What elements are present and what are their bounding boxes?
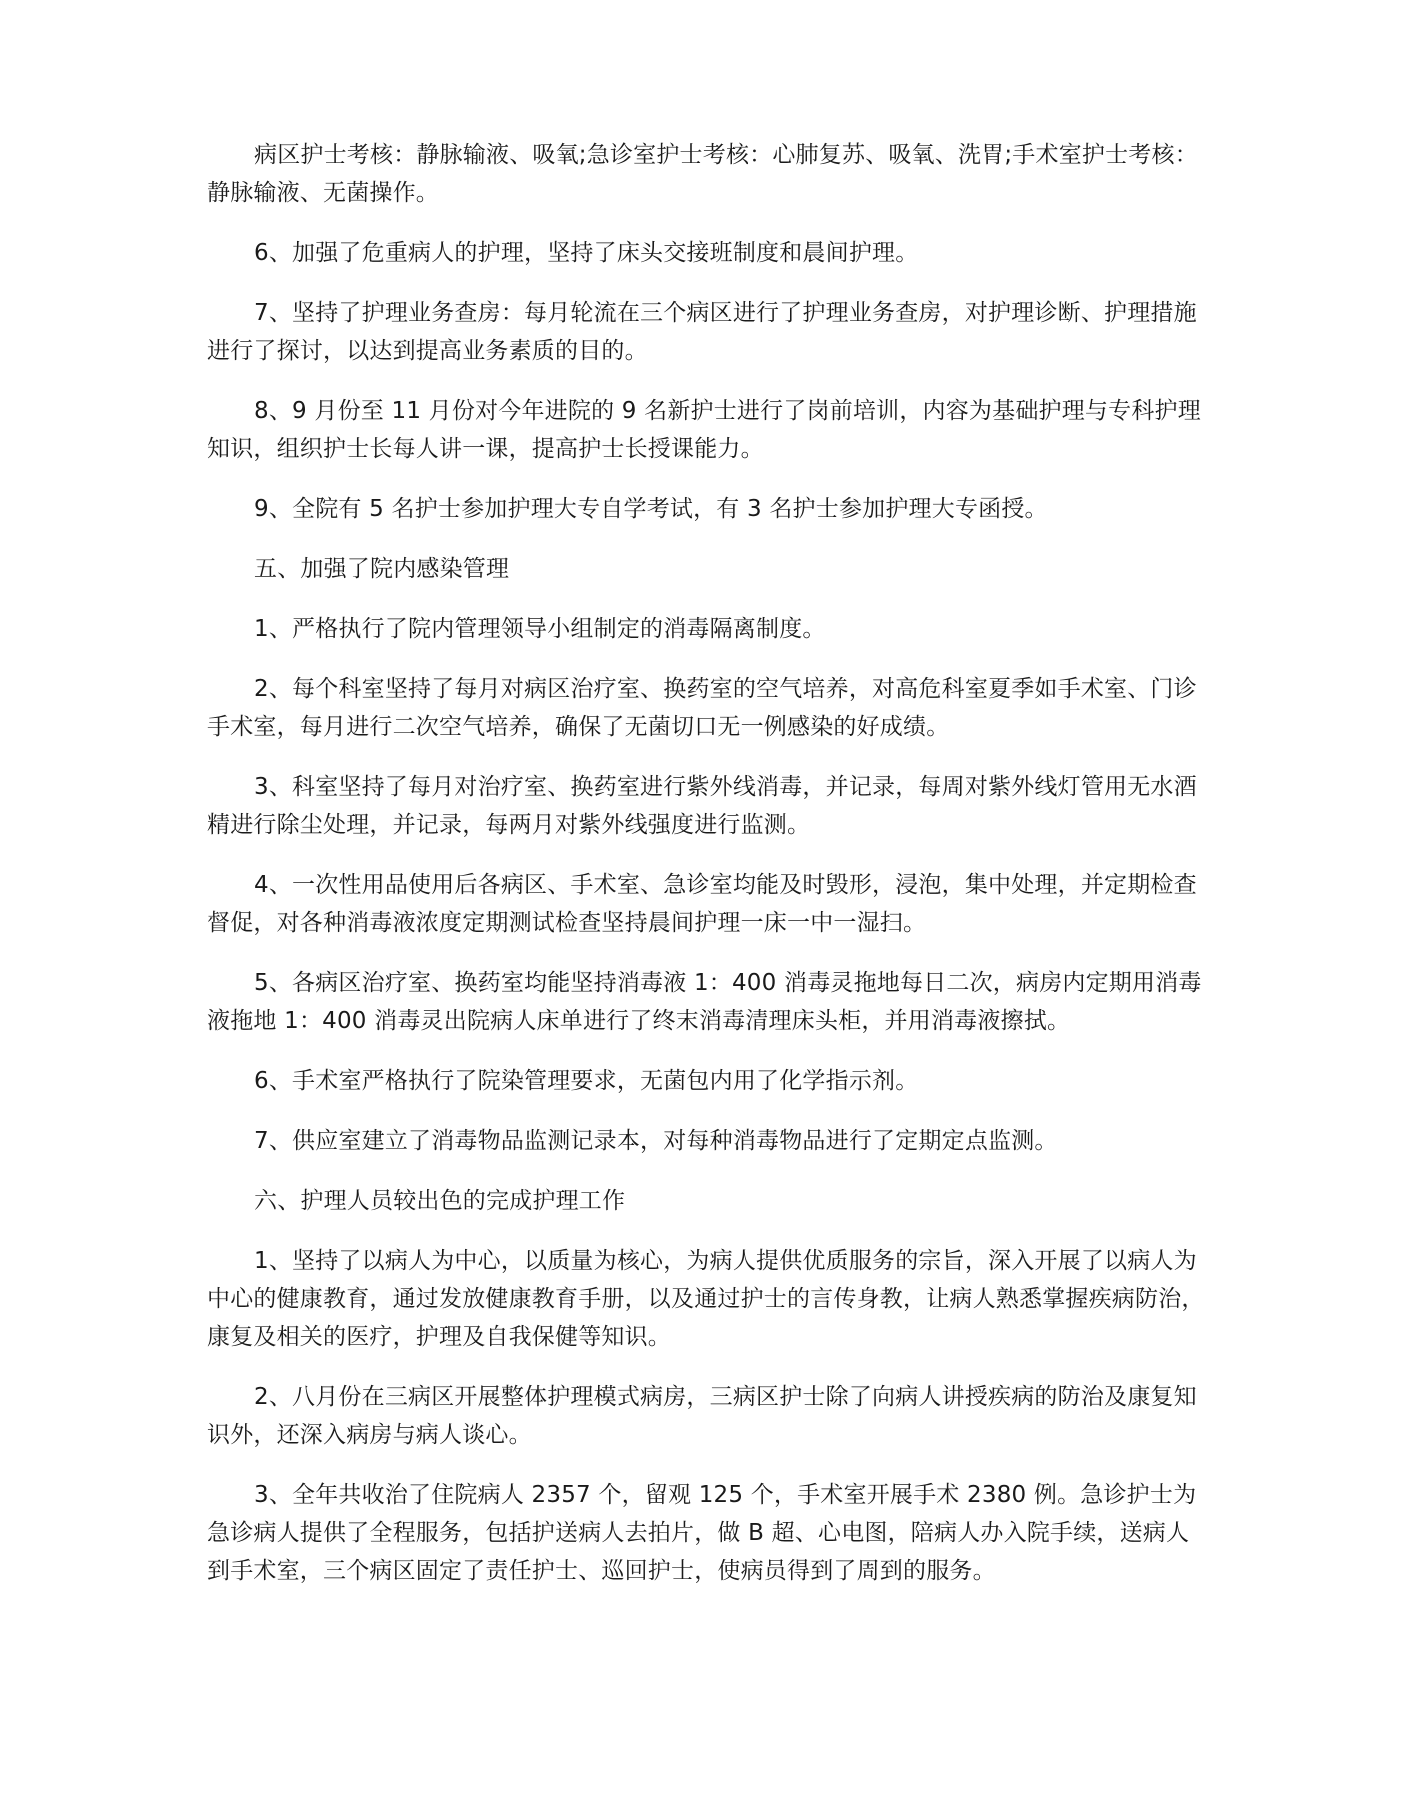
paragraph-item-8-training: 8、9 月份至 11 月份对今年进院的 9 名新护士进行了岗前培训，内容为基础护理与专科护理知识，组织护士长每人讲一课，提高护士长授课能力。 bbox=[207, 398, 1201, 462]
paragraph-nursing-item-1: 1、坚持了以病人为中心，以质量为核心，为病人提供优质服务的宗旨，深入开展了以病人为中心的健康教育，通过发放健康教育手册，以及通过护士的言传身教，让病人熟悉掌握疾病防治，康复及相关的医疗，护理及自我保健等知识。 bbox=[207, 1248, 1205, 1350]
section-heading-nursing-work: 六、护理人员较出色的完成护理工作 bbox=[254, 1188, 626, 1214]
paragraph-infection-item-5: 5、各病区治疗室、换药室均能坚持消毒液 1：400 消毒灵拖地每日二次，病房内定期用消毒液拖地 1：400 消毒灵出院病人床单进行了终末消毒清理床头柜，并用消毒液擦拭。 bbox=[207, 970, 1202, 1034]
paragraph-item-6-critical-care: 6、加强了危重病人的护理，坚持了床头交接班制度和晨间护理。 bbox=[254, 240, 919, 266]
paragraph-exam-content: 病区护士考核：静脉输液、吸氧;急诊室护士考核：心肺复苏、吸氧、洗胃;手术室护士考核：静脉输液、无菌操作。 bbox=[207, 142, 1198, 206]
paragraph-infection-item-7: 7、供应室建立了消毒物品监测记录本，对每种消毒物品进行了定期定点监测。 bbox=[254, 1128, 1058, 1154]
section-heading-infection-control: 五、加强了院内感染管理 bbox=[254, 556, 510, 582]
paragraph-item-9-exams: 9、全院有 5 名护士参加护理大专自学考试，有 3 名护士参加护理大专函授。 bbox=[254, 496, 1048, 522]
paragraph-infection-item-1: 1、严格执行了院内管理领导小组制定的消毒隔离制度。 bbox=[254, 616, 826, 642]
paragraph-infection-item-3: 3、科室坚持了每月对治疗室、换药室进行紫外线消毒，并记录，每周对紫外线灯管用无水酒精进行除尘处理，并记录，每两月对紫外线强度进行监测。 bbox=[207, 774, 1197, 838]
paragraph-infection-item-4: 4、一次性用品使用后各病区、手术室、急诊室均能及时毁形，浸泡，集中处理，并定期检查督促，对各种消毒液浓度定期测试检查坚持晨间护理一床一中一湿扫。 bbox=[207, 872, 1197, 936]
paragraph-item-7-ward-rounds: 7、坚持了护理业务查房：每月轮流在三个病区进行了护理业务查房，对护理诊断、护理措施进行了探讨，以达到提高业务素质的目的。 bbox=[207, 300, 1197, 364]
paragraph-nursing-item-2: 2、八月份在三病区开展整体护理模式病房，三病区护士除了向病人讲授疾病的防治及康复知识外，还深入病房与病人谈心。 bbox=[207, 1384, 1197, 1448]
paragraph-infection-item-6: 6、手术室严格执行了院染管理要求，无菌包内用了化学指示剂。 bbox=[254, 1068, 919, 1094]
paragraph-infection-item-2: 2、每个科室坚持了每月对病区治疗室、换药室的空气培养，对高危科室夏季如手术室、门诊手术室，每月进行二次空气培养，确保了无菌切口无一例感染的好成绩。 bbox=[207, 676, 1197, 740]
paragraph-nursing-item-3: 3、全年共收治了住院病人 2357 个，留观 125 个，手术室开展手术 2380 例。急诊护士为急诊病人提供了全程服务，包括护送病人去拍片，做 B 超、心电图，陪病人办入院手续，送病人到手术室，三个病区固定了责任护士、巡回护士，使病员得到了周到的服务。 bbox=[207, 1482, 1197, 1584]
document-body bbox=[207, 136, 1207, 1612]
